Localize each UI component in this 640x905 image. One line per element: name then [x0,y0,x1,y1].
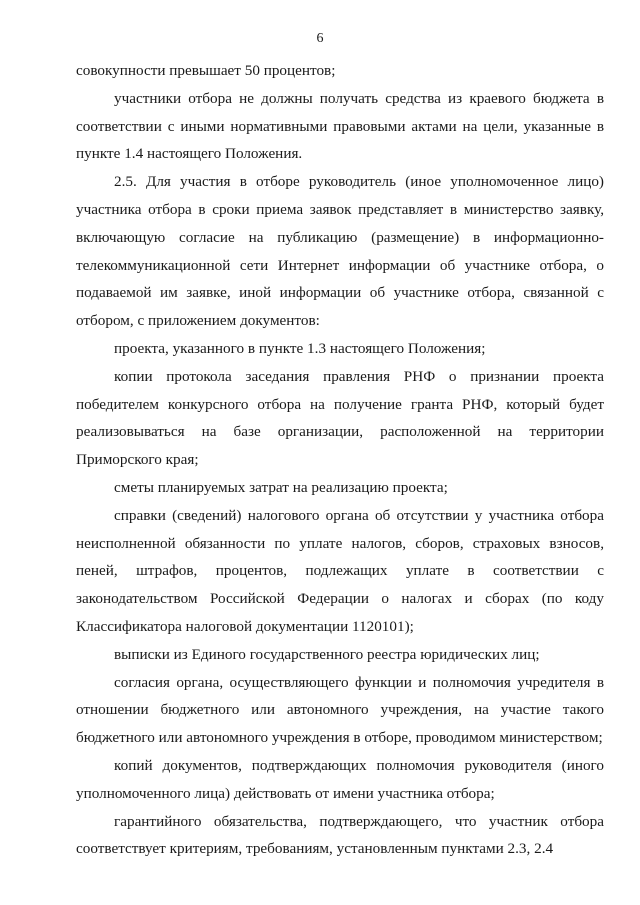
paragraph-8: выписки из Единого государственного реестра юридических лиц; [114,645,540,663]
paragraph-7: справки (сведений) налогового органа об отсутствии у участника отбора неисполненной обязанности по уплате налогов, сборов, страховых взносов, пеней, штрафов, процентов, подлежащих уплате в соответствии с законодательством Российской Федерации о налогах и сборах (по коду Классификатора налоговой документации 1120101); [76,506,604,635]
paragraph-9: согласия органа, осуществляющего функции и полномочия учредителя в отношении бюджетного или автономного учреждения, на участие такого бюджетного или автономного учреждения в отборе, проводимом министерством; [76,673,604,747]
paragraph-4: проекта, указанного в пункте 1.3 настоящего Положения; [114,339,486,357]
paragraph-3: 2.5. Для участия в отборе руководитель (иное уполномоченное лицо) участника отбора в сроки приема заявок представляет в министерство заявку, включающую согласие на публикацию (размещение) в информационно-телекоммуникационной сети Интернет информации об участнике отбора, о подаваемой им заявке, иной информации об участнике отбора, связанной с отбором, с приложением документов: [76,173,604,330]
paragraph-5: копии протокола заседания правления РНФ о признании проекта победителем конкурсного отбора на получение гранта РНФ, который будет реализовываться на базе организации, расположенной на территории Приморского края; [76,367,604,469]
paragraph-6: сметы планируемых затрат на реализацию проекта; [114,478,448,496]
paragraph-1: совокупности превышает 50 процентов; [76,62,336,79]
paragraph-11: гарантийного обязательства, подтверждающего, что участник отбора соответствует критериям, требованиям, установленным пунктами 2.3, 2.4 [76,812,604,858]
page-number: 6 [316,31,324,46]
paragraph-2: участники отбора не должны получать средства из краевого бюджета в соответствии с иными нормативными правовыми актами на цели, указанные в пункте 1.4 настоящего Положения. [76,89,604,163]
document-body [76,57,604,863]
paragraph-10: копий документов, подтверждающих полномочия руководителя (иного уполномоченного лица) действовать от имени участника отбора; [76,756,604,802]
